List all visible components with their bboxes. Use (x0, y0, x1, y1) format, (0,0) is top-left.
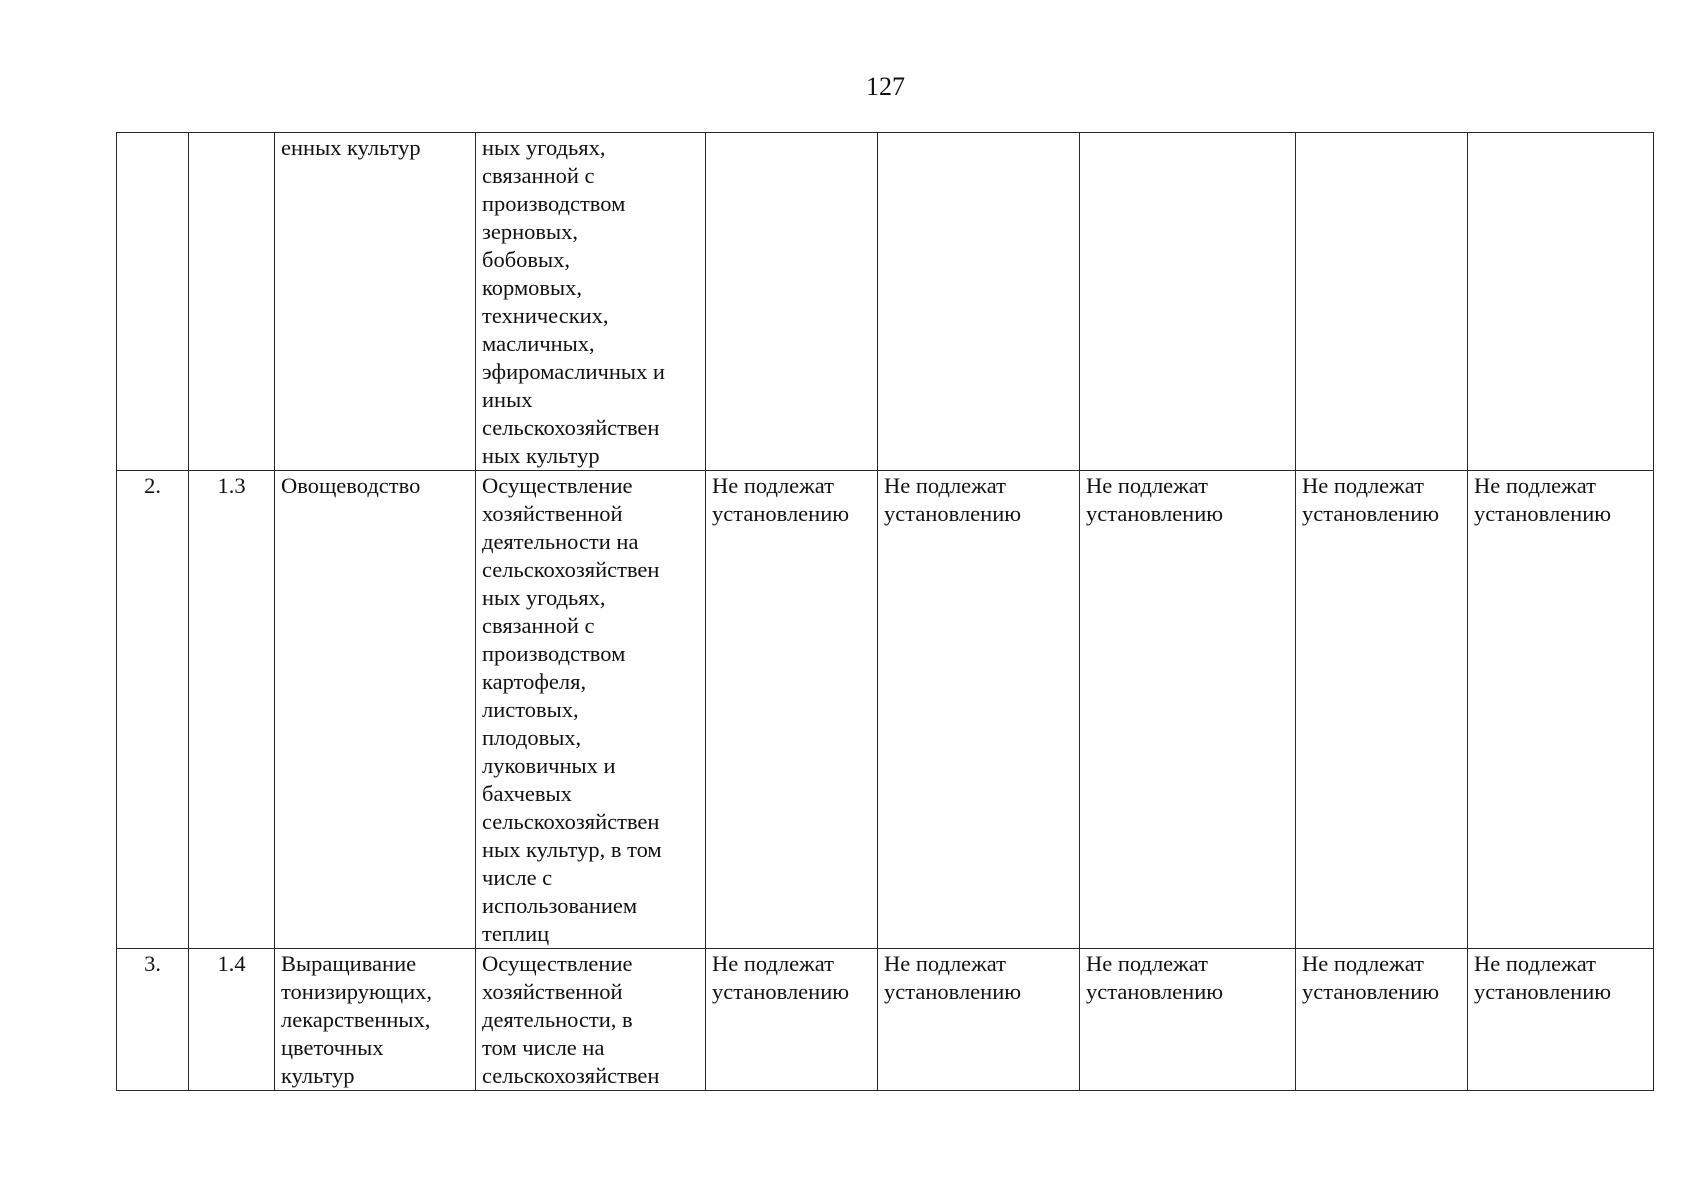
row-number-cell: 2. (117, 471, 189, 949)
page-number: 127 (866, 72, 905, 101)
use-code-cell: 1.4 (189, 949, 275, 1091)
land-use-table (116, 132, 1654, 1091)
parameter-cell-4: Не подлежат установлению (1296, 949, 1468, 1091)
parameter-cell-2: Не подлежат установлению (878, 949, 1080, 1091)
parameter-cell-3: Не подлежат установлению (1080, 471, 1296, 949)
row-number-cell: 3. (117, 949, 189, 1091)
parameter-cell-2: Не подлежат установлению (878, 471, 1080, 949)
use-name-cell: енных культур (275, 133, 476, 471)
parameter-cell-5: Не подлежат установлению (1468, 949, 1654, 1091)
parameter-cell-1 (706, 133, 878, 471)
parameter-cell-2 (878, 133, 1080, 471)
parameter-cell-3 (1080, 133, 1296, 471)
use-name-cell: Овощеводство (275, 471, 476, 949)
parameter-cell-1: Не подлежат установлению (706, 471, 878, 949)
use-name-cell: Выращивание тонизирующих, лекарственных, цветочных культур (275, 949, 476, 1091)
use-description-cell: Осуществление хозяйственной деятельности, в том числе на сельскохозяйствен (476, 949, 706, 1091)
parameter-cell-5: Не подлежат установлению (1468, 471, 1654, 949)
row-number-cell (117, 133, 189, 471)
parameter-cell-4 (1296, 133, 1468, 471)
parameter-cell-5 (1468, 133, 1654, 471)
table-row (117, 471, 1654, 949)
parameter-cell-1: Не подлежат установлению (706, 949, 878, 1091)
use-code-cell (189, 133, 275, 471)
table-row (117, 133, 1654, 471)
table-row (117, 949, 1654, 1091)
use-description-cell: Осуществление хозяйственной деятельности на сельскохозяйствен ных угодьях, связанной с производством картофеля, листовых, плодовых, луковичных и бахчевых сельскохозяйствен ных культур, в том числе с использованием теплиц (476, 471, 706, 949)
use-code-cell: 1.3 (189, 471, 275, 949)
parameter-cell-4: Не подлежат установлению (1296, 471, 1468, 949)
parameter-cell-3: Не подлежат установлению (1080, 949, 1296, 1091)
use-description-cell: ных угодьях, связанной с производством зерновых, бобовых, кормовых, технических, масличных, эфиромасличных и иных сельскохозяйствен ных культур (476, 133, 706, 471)
